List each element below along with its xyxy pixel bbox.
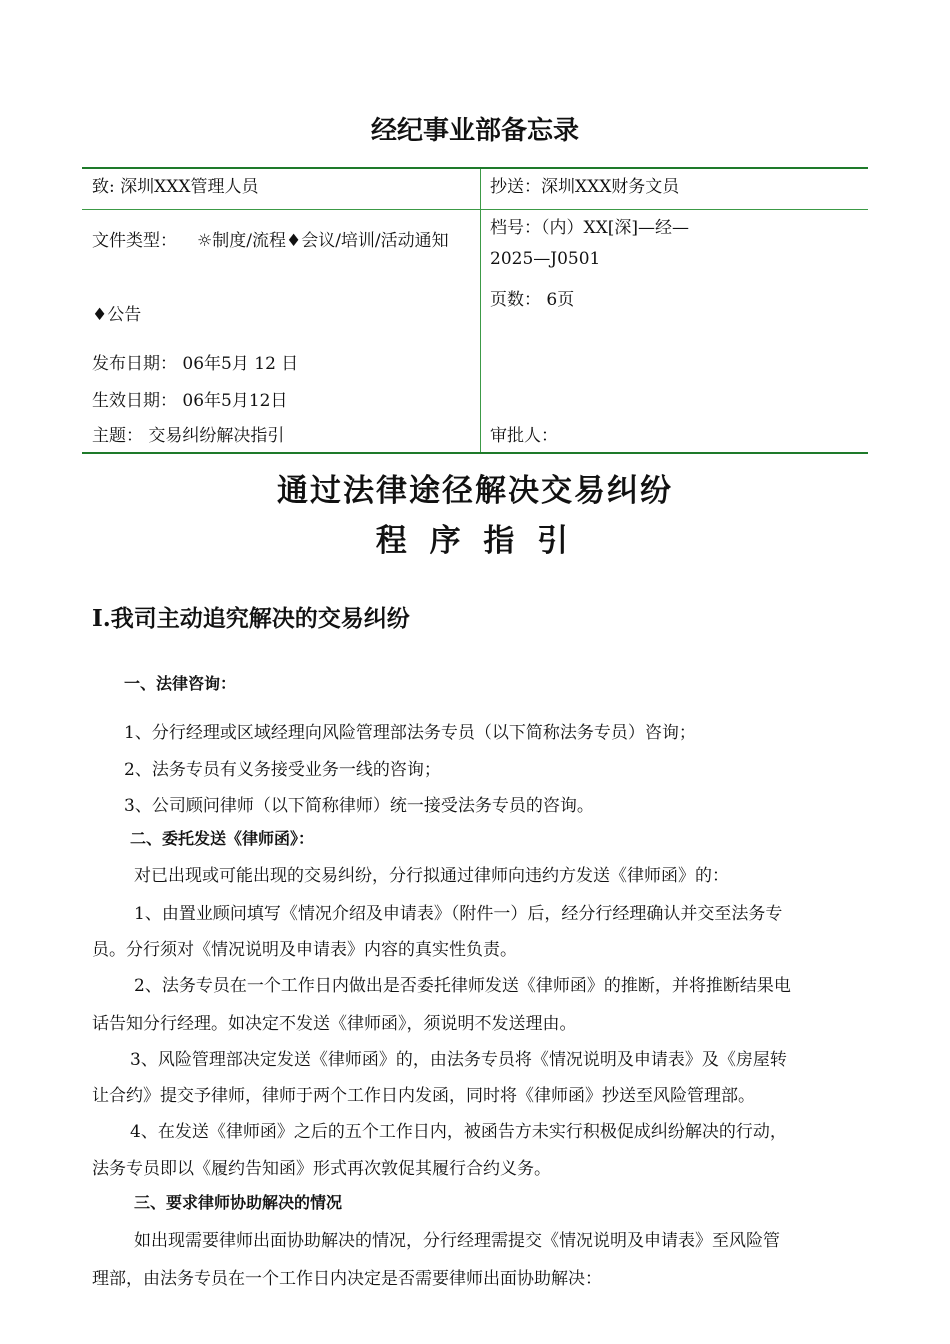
letter-item-3-line2: 让合约》提交予律师，律师于两个工作日内发函，同时将《律师函》抄送至风险管理部。 bbox=[92, 1086, 755, 1106]
letter-item-2-line1: 2、法务专员在一个工作日内做出是否委托律师发送《律师函》的推断，并将推断结果电 bbox=[134, 976, 791, 996]
letter-item-4-line2: 法务专员即以《履约告知函》形式再次敦促其履行合约义务。 bbox=[92, 1159, 551, 1179]
heading-lawyer-letter: 二、委托发送《律师函》： bbox=[130, 829, 315, 848]
approver: 审批人： bbox=[490, 426, 558, 446]
header-row-divider bbox=[82, 209, 868, 210]
letter-item-3-line1: 3、风险管理部决定发送《律师函》的，由法务专员将《情况说明及申请表》及《房屋转 bbox=[130, 1050, 787, 1070]
doc-type-options: ☼制度/流程♦会议/培训/活动通知 bbox=[197, 231, 449, 251]
heading-legal-consult: 一、法律咨询： bbox=[124, 674, 237, 693]
letter-item-4-line1: 4、在发送《律师函》之后的五个工作日内，被函告方未实行积极促成纠纷解决的行动， bbox=[130, 1122, 787, 1142]
assist-line2: 理部，由法务专员在一个工作日内决定是否需要律师出面协助解决： bbox=[92, 1269, 602, 1289]
doc-type-label: 文件类型： bbox=[92, 231, 177, 251]
consult-item-2: 2、法务专员有义务接受业务一线的咨询； bbox=[124, 760, 441, 780]
memo-title: 经纪事业部备忘录 bbox=[370, 116, 579, 146]
section-heading: I.我司主动追究解决的交易纠纷 bbox=[92, 605, 410, 632]
memo-cc: 抄送：深圳XXX财务文员 bbox=[490, 177, 680, 197]
page-count: 页数： 6页 bbox=[490, 290, 575, 310]
doc-title-line1: 通过法律途径解决交易纠纷 bbox=[277, 473, 673, 509]
doc-type-extra: ♦公告 bbox=[92, 305, 142, 325]
memo-to: 致: 深圳XXX管理人员 bbox=[92, 177, 259, 197]
header-bottom-rule bbox=[82, 452, 868, 454]
letter-item-1-line1: 1、由置业顾问填写《情况介绍及申请表》（附件一）后，经分行经理确认并交至法务专 bbox=[134, 904, 783, 924]
letter-item-1-line2: 员。分行须对《情况说明及申请表》内容的真实性负责。 bbox=[92, 940, 517, 960]
header-column-divider bbox=[480, 169, 481, 453]
header-top-rule bbox=[82, 167, 868, 169]
heading-lawyer-assist: 三、要求律师协助解决的情况 bbox=[134, 1193, 343, 1212]
letter-intro: 对已出现或可能出现的交易纠纷，分行拟通过律师向违约方发送《律师函》的： bbox=[134, 866, 729, 886]
letter-item-2-line2: 话告知分行经理。如决定不发送《律师函》，须说明不发送理由。 bbox=[92, 1014, 577, 1034]
assist-line1: 如出现需要律师出面协助解决的情况，分行经理需提交《情况说明及申请表》至风险管 bbox=[134, 1231, 780, 1251]
memo-subject: 主题： 交易纠纷解决指引 bbox=[92, 426, 285, 446]
publish-date: 发布日期： 06年5月 12 日 bbox=[92, 354, 299, 374]
file-number-line1: 档号：（内）XX[深]—经— bbox=[490, 218, 689, 238]
doc-title-line2: 程 序 指 引 bbox=[375, 523, 575, 559]
effective-date: 生效日期： 06年5月12日 bbox=[92, 391, 288, 411]
consult-item-1: 1、分行经理或区域经理向风险管理部法务专员（以下简称法务专员）咨询； bbox=[124, 723, 696, 743]
file-number-line2: 2025—J0501 bbox=[490, 249, 601, 269]
consult-item-3: 3、公司顾问律师（以下简称律师）统一接受法务专员的咨询。 bbox=[124, 796, 594, 816]
